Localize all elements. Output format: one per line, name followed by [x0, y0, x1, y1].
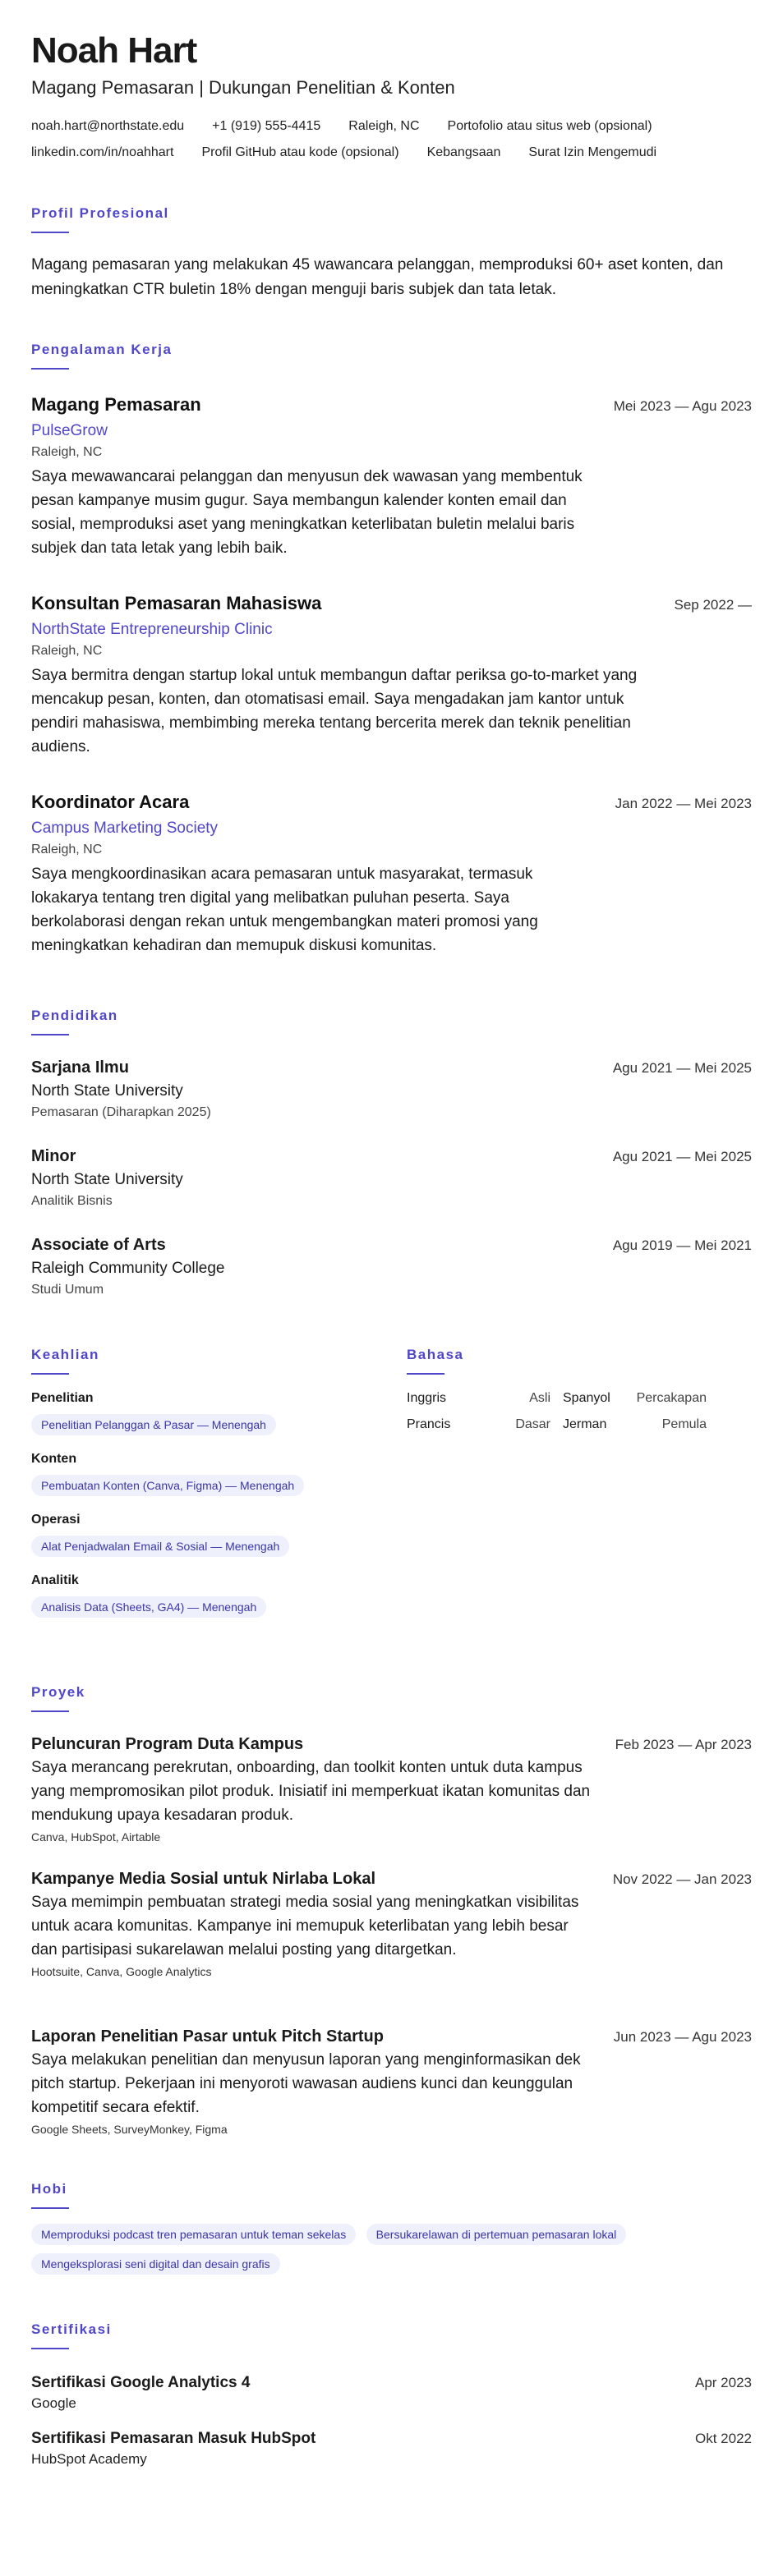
certification-name: Sertifikasi Google Analytics 4 — [31, 2374, 251, 2391]
skill-category-name: Konten — [31, 1452, 77, 1466]
section-rule — [31, 2207, 69, 2209]
job-role: Magang Pemasaran — [31, 394, 201, 415]
hobby-list — [31, 2216, 738, 2275]
section-rule — [31, 2348, 69, 2349]
project-name: Peluncuran Program Duta Kampus — [31, 1735, 304, 1753]
skill-chip: Analisis Data (Sheets, GA4) — Menengah — [31, 1596, 266, 1618]
skill-chip: Pembuatan Konten (Canva, Figma) — Menengah — [31, 1475, 304, 1496]
section-title: Pendidikan — [31, 1008, 118, 1023]
job-entry — [31, 394, 752, 560]
education-school: North State University — [31, 1082, 183, 1100]
job-date: Jan 2022 — Mei 2023 — [615, 796, 752, 811]
language-name: Spanyol — [563, 1391, 610, 1405]
contact-list — [31, 117, 738, 163]
education-section — [31, 1008, 752, 1297]
section-title: Profil Profesional — [31, 205, 169, 221]
job-company: Campus Marketing Society — [31, 820, 219, 837]
language-level: Percakapan — [636, 1391, 707, 1405]
job-company: NorthState Entrepreneurship Clinic — [31, 621, 273, 638]
job-company: PulseGrow — [31, 422, 108, 439]
education-entry — [31, 1147, 752, 1209]
skill-category-name: Analitik — [31, 1573, 79, 1587]
language-item — [407, 1417, 550, 1432]
experience-section — [31, 342, 752, 954]
contact-linkedin[interactable]: linkedin.com/in/noahhart — [31, 145, 174, 160]
languages-section — [407, 1347, 752, 1432]
job-location: Raleigh, NC — [31, 445, 103, 459]
section-rule — [31, 1373, 69, 1375]
project-name: Kampanye Media Sosial untuk Nirlaba Lokal — [31, 1870, 376, 1888]
contact-nationality: Kebangsaan — [426, 145, 501, 160]
certification-entry — [31, 2430, 752, 2468]
project-date: Nov 2022 — Jan 2023 — [612, 1871, 752, 1887]
certification-name: Sertifikasi Pemasaran Masuk HubSpot — [31, 2430, 316, 2447]
skill-chip: Alat Penjadwalan Email & Sosial — Menengah — [31, 1536, 289, 1557]
education-entry — [31, 1058, 752, 1120]
language-name: Inggris — [407, 1391, 447, 1405]
language-item — [563, 1417, 707, 1432]
project-date: Feb 2023 — Apr 2023 — [615, 1737, 752, 1752]
section-title: Proyek — [31, 1684, 85, 1700]
contact-portfolio[interactable]: Portofolio atau situs web (opsional) — [447, 119, 652, 134]
certifications-section — [31, 2321, 752, 2467]
job-description: Saya mengkoordinasikan acara pemasaran untuk masyarakat, termasuk lokakarya tentang tren digital yang melibatkan puluhan peserta. Saya berkolaborasi dengan rekan untuk mengembangkan materi promosi yang meningkatkan kehadiran dan memupuk diskusi komunitas. — [31, 866, 538, 954]
profile-section — [31, 205, 752, 302]
section-rule — [31, 232, 69, 233]
language-list — [407, 1391, 752, 1432]
job-description: Saya mewawancarai pelanggan dan menyusun dek wawasan yang membentuk pesan kampanye musim gugur. Saya membangun kalender konten email dan sosial, memproduksi aset yang meningkatkan keterlibatan buletin melalui baris subjek dan tata letak yang lebih baik. — [31, 468, 583, 557]
language-name: Jerman — [563, 1417, 607, 1431]
language-level: Pemula — [661, 1417, 707, 1431]
certification-issuer: HubSpot Academy — [31, 2451, 147, 2467]
skill-chip: Penelitian Pelanggan & Pasar — Menengah — [31, 1414, 276, 1435]
projects-section — [31, 1684, 752, 2136]
candidate-name: Noah Hart — [31, 30, 197, 71]
project-entry — [31, 2027, 752, 2136]
contact-github[interactable]: Profil GitHub atau kode (opsional) — [201, 145, 399, 160]
language-level: Dasar — [515, 1417, 550, 1431]
language-level: Asli — [529, 1391, 550, 1405]
project-entry — [31, 1870, 752, 1978]
project-tech: Google Sheets, SurveyMonkey, Figma — [31, 2123, 228, 2136]
section-title: Pengalaman Kerja — [31, 342, 173, 357]
skill-category — [31, 1452, 393, 1496]
section-title: Sertifikasi — [31, 2321, 112, 2337]
job-location: Raleigh, NC — [31, 644, 103, 658]
skill-category — [31, 1513, 393, 1557]
hobby-chip: Mengeksplorasi seni digital dan desain grafis — [31, 2253, 280, 2275]
section-rule — [31, 1034, 69, 1035]
project-entry — [31, 1735, 752, 1844]
section-rule — [407, 1373, 444, 1375]
project-name: Laporan Penelitian Pasar untuk Pitch Startup — [31, 2027, 384, 2046]
certification-issuer: Google — [31, 2395, 76, 2411]
skill-category — [31, 1391, 393, 1435]
education-degree: Associate of Arts — [31, 1236, 166, 1254]
contact-phone[interactable]: +1 (919) 555-4415 — [212, 119, 321, 134]
project-date: Jun 2023 — Agu 2023 — [613, 2029, 752, 2045]
education-field: Pemasaran (Diharapkan 2025) — [31, 1105, 211, 1119]
project-tech: Hootsuite, Canva, Google Analytics — [31, 1965, 212, 1978]
education-degree: Minor — [31, 1147, 76, 1165]
hobbies-section — [31, 2181, 752, 2275]
skills-section — [31, 1347, 393, 1618]
section-title: Bahasa — [407, 1347, 464, 1362]
profile-summary: Magang pemasaran yang melakukan 45 wawancara pelanggan, memproduksi 60+ aset konten, dan meningkatkan CTR buletin 18% dengan menguji baris subjek dan tata letak. — [31, 256, 724, 298]
certification-date: Okt 2022 — [695, 2431, 752, 2446]
headline: Magang Pemasaran | Dukungan Penelitian & Konten — [31, 77, 455, 99]
job-entry — [31, 792, 752, 957]
section-rule — [31, 368, 69, 370]
education-entry — [31, 1236, 752, 1297]
hobby-chip: Memproduksi podcast tren pemasaran untuk teman sekelas — [31, 2224, 356, 2245]
project-description: Saya merancang perekrutan, onboarding, dan toolkit konten untuk duta kampus yang mempromosikan pilot produk. Inisiatif ini memperkuat ikatan komunitas dan mendukung upaya kesadaran produk. — [31, 1759, 591, 1824]
project-description: Saya memimpin pembuatan strategi media sosial yang meningkatkan visibilitas untuk acara komunitas. Kampanye ini memupuk keterlibatan yang lebih besar dan partisipasi sukarelawan melalui posting yang ditargetkan. — [31, 1894, 579, 1958]
job-date: Mei 2023 — Agu 2023 — [613, 398, 752, 414]
education-date: Agu 2019 — Mei 2021 — [612, 1237, 752, 1253]
contact-license: Surat Izin Mengemudi — [528, 145, 657, 160]
skill-category-name: Penelitian — [31, 1391, 94, 1405]
project-description: Saya melakukan penelitian dan menyusun laporan yang menginformasikan dek pitch startup. Pekerjaan ini menyoroti wawasan audiens kunci dan keunggulan kompetitif secara efektif. — [31, 2051, 581, 2116]
education-school: Raleigh Community College — [31, 1260, 225, 1277]
job-description: Saya bermitra dengan startup lokal untuk membangun daftar periksa go-to-market yang mencakup pesan, konten, dan otomatisasi email. Saya mengadakan jam kantor untuk pendiri mahasiswa, membimbing mereka tentang bercerita merek dan teknik penelitian audiens. — [31, 667, 638, 755]
project-tech: Canva, HubSpot, Airtable — [31, 1830, 161, 1844]
skill-category-name: Operasi — [31, 1513, 81, 1527]
section-title: Keahlian — [31, 1347, 99, 1362]
contact-location: Raleigh, NC — [348, 119, 420, 134]
skill-category — [31, 1573, 393, 1618]
education-degree: Sarjana Ilmu — [31, 1058, 129, 1077]
contact-email[interactable]: noah.hart@northstate.edu — [31, 119, 185, 134]
job-role: Konsultan Pemasaran Mahasiswa — [31, 593, 322, 613]
job-location: Raleigh, NC — [31, 843, 103, 856]
education-date: Agu 2021 — Mei 2025 — [612, 1149, 752, 1164]
education-field: Studi Umum — [31, 1283, 104, 1297]
education-school: North State University — [31, 1171, 183, 1188]
education-date: Agu 2021 — Mei 2025 — [612, 1060, 752, 1076]
hobby-chip: Bersukarelawan di pertemuan pemasaran lokal — [366, 2224, 627, 2245]
language-item — [407, 1391, 550, 1406]
section-title: Hobi — [31, 2181, 67, 2197]
job-date: Sep 2022 — — [674, 597, 752, 613]
section-rule — [31, 1710, 69, 1712]
language-item — [563, 1391, 707, 1406]
education-field: Analitik Bisnis — [31, 1194, 113, 1208]
job-entry — [31, 593, 752, 759]
certification-entry — [31, 2374, 752, 2412]
certification-date: Apr 2023 — [695, 2375, 752, 2390]
job-role: Koordinator Acara — [31, 792, 190, 812]
language-name: Prancis — [407, 1417, 451, 1431]
